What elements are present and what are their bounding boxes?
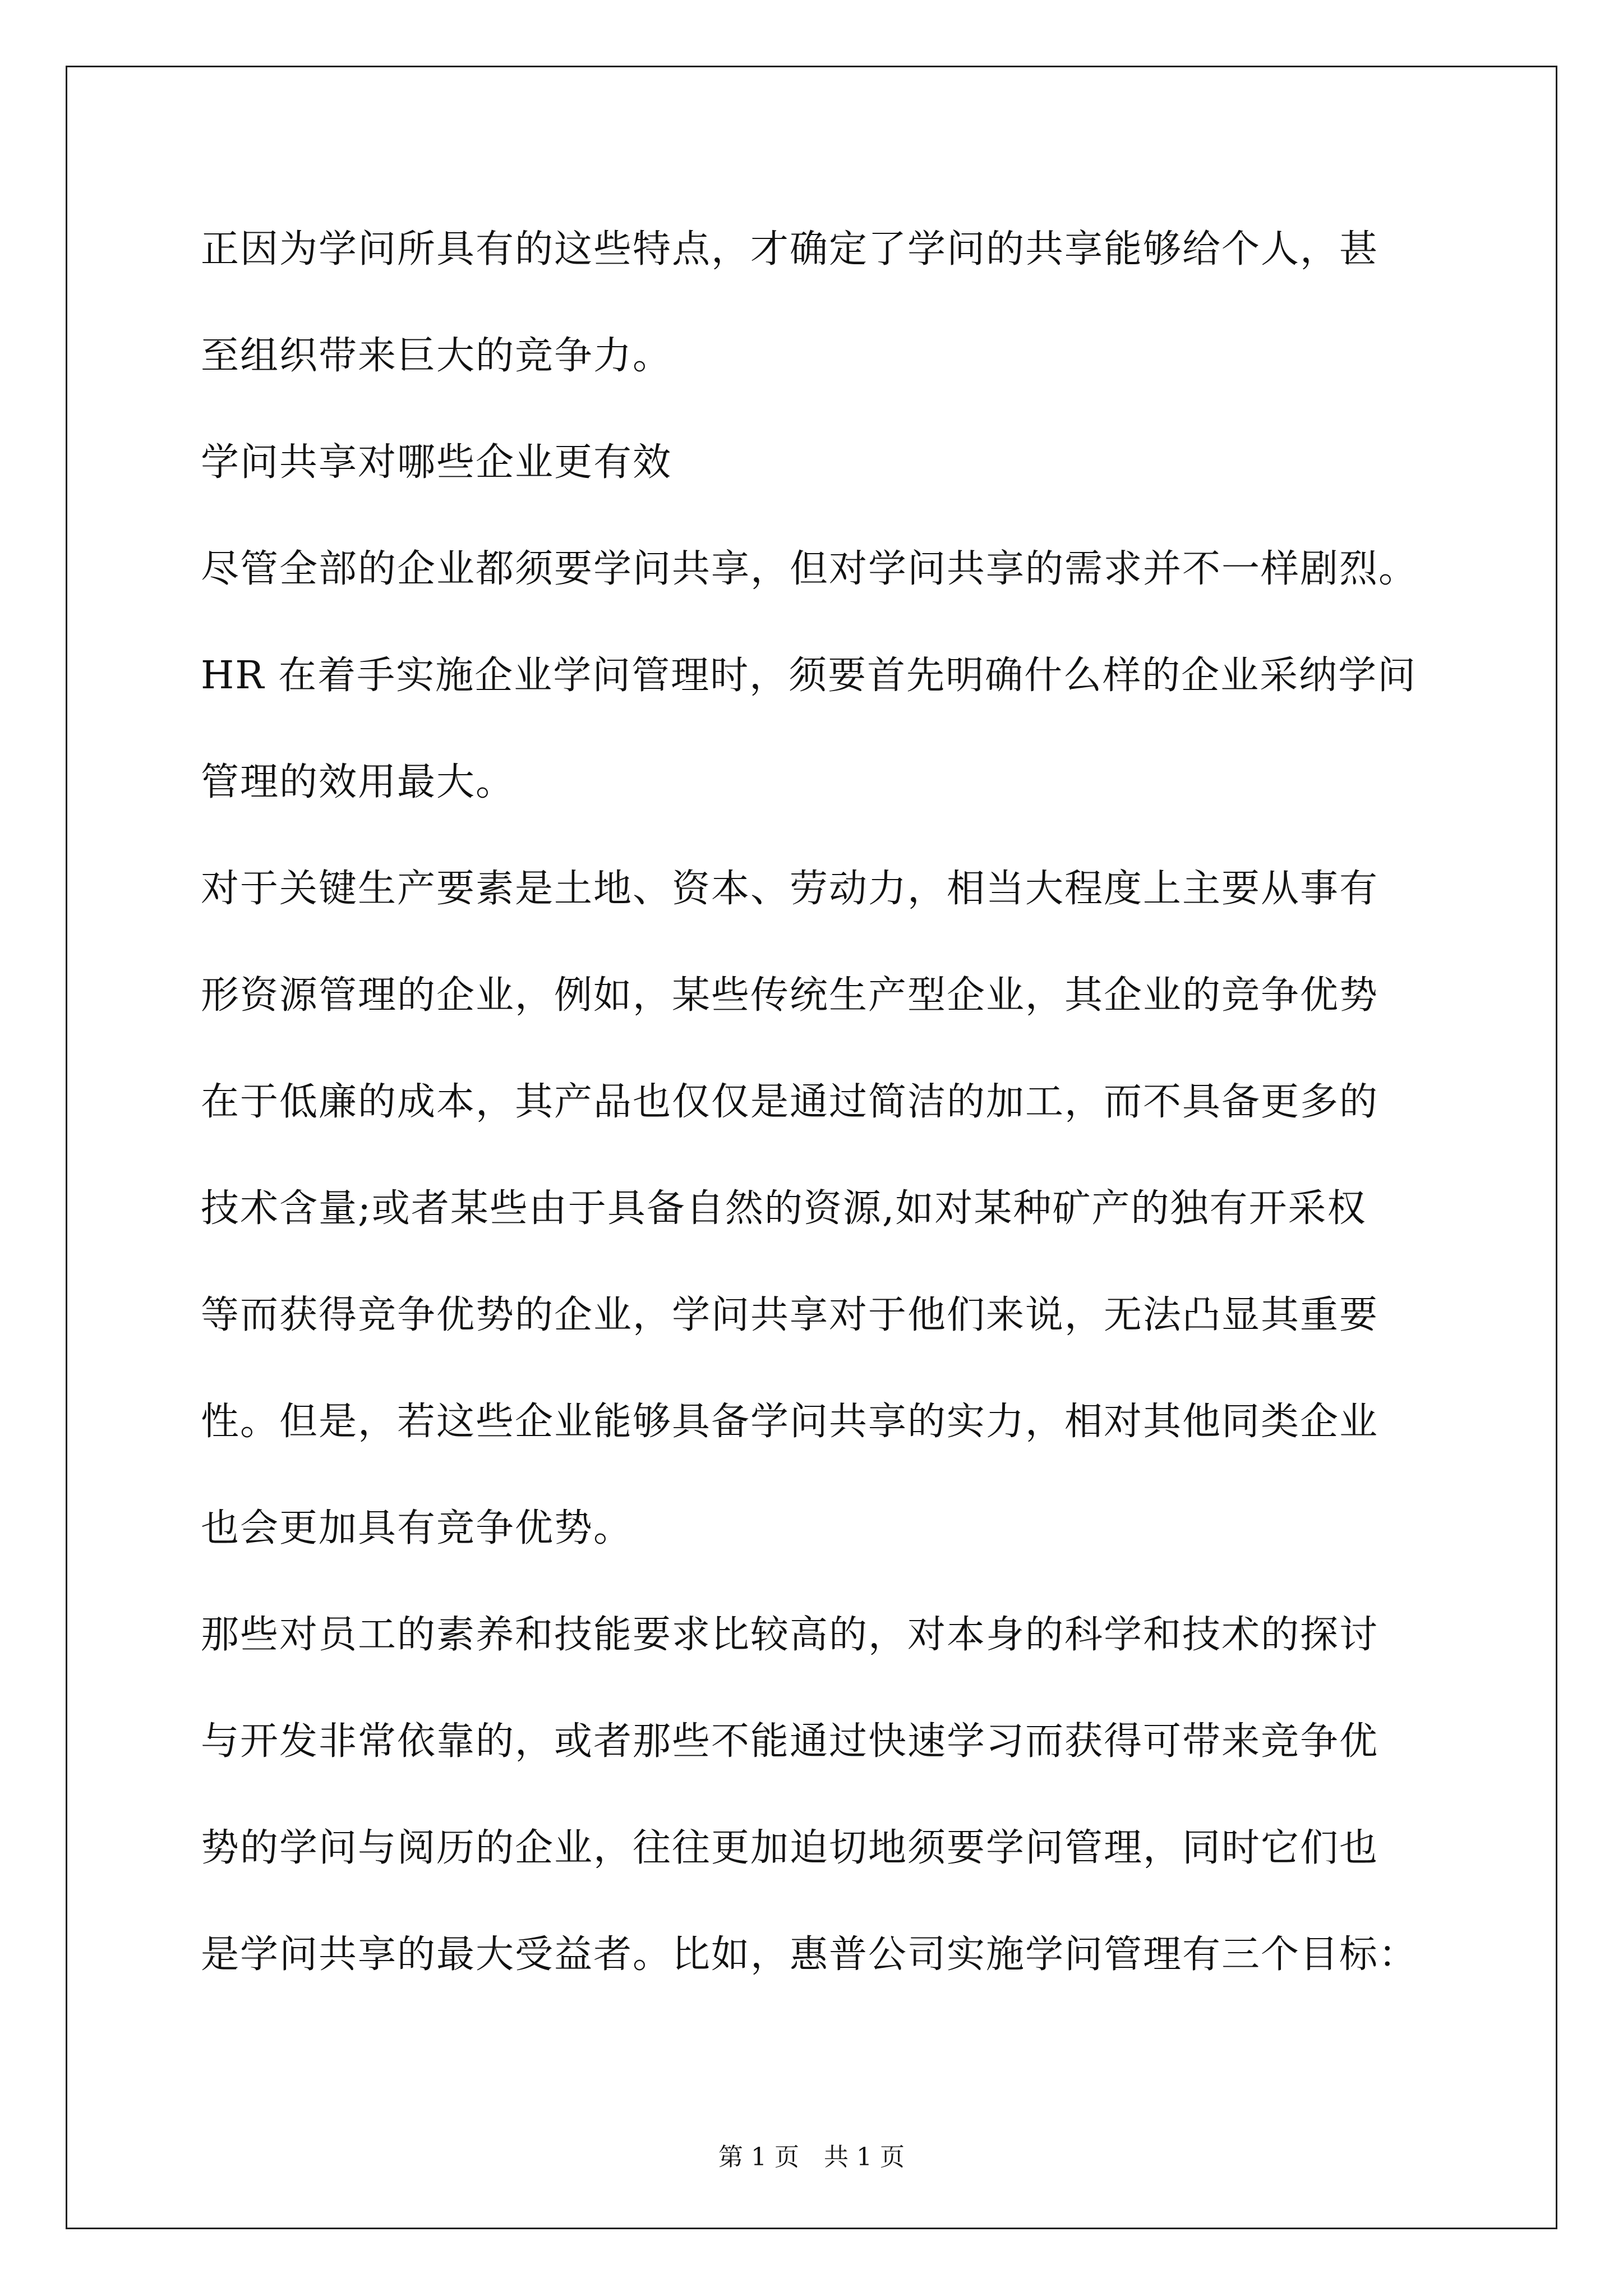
text-line: 技术含量;或者某些由于具备自然的资源,如对某种矿产的独有开采权 [201,1186,1367,1231]
text-line: HR 在着手实施企业学问管理时，须要首先明确什么样的企业采纳学问 [201,654,1417,698]
text-line: 尽管全部的企业都须要学问共享，但对学问共享的需求并不一样剧烈。 [201,547,1418,591]
text-line: 是学问共享的最大受益者。比如，惠普公司实施学问管理有三个目标： [201,1932,1418,1977]
text-line: 与开发非常依靠的，或者那些不能通过快速学习而获得可带来竞争优 [201,1719,1379,1764]
text-line: 在于低廉的成本，其产品也仅仅是通过简洁的加工，而不具备更多的 [201,1080,1379,1124]
section-heading: 学问共享对哪些企业更有效 [201,440,672,485]
text-line: 对于关键生产要素是土地、资本、劳动力，相当大程度上主要从事有 [201,867,1379,911]
text-line: 也会更加具有竞争优势。 [201,1506,633,1550]
text-line: 正因为学问所具有的这些特点，才确定了学问的共享能够给个人，甚 [201,227,1379,272]
text-line: 性。但是，若这些企业能够具备学问共享的实力，相对其他同类企业 [201,1400,1379,1444]
text-line: 势的学问与阅历的企业，往往更加迫切地须要学问管理，同时它们也 [201,1826,1379,1870]
text-line: 那些对员工的素养和技能要求比较高的，对本身的科学和技术的探讨 [201,1613,1379,1657]
text-line: 至组织带来巨大的竞争力。 [201,334,672,378]
text-line: 管理的效用最大。 [201,760,515,804]
text-line: 等而获得竞争优势的企业，学问共享对于他们来说，无法凸显其重要 [201,1293,1379,1337]
page-number: 第 1 页 共 1 页 [718,2143,905,2171]
text-line: 形资源管理的企业，例如，某些传统生产型企业，其企业的竞争优势 [201,973,1379,1018]
page-border [66,66,1557,2229]
